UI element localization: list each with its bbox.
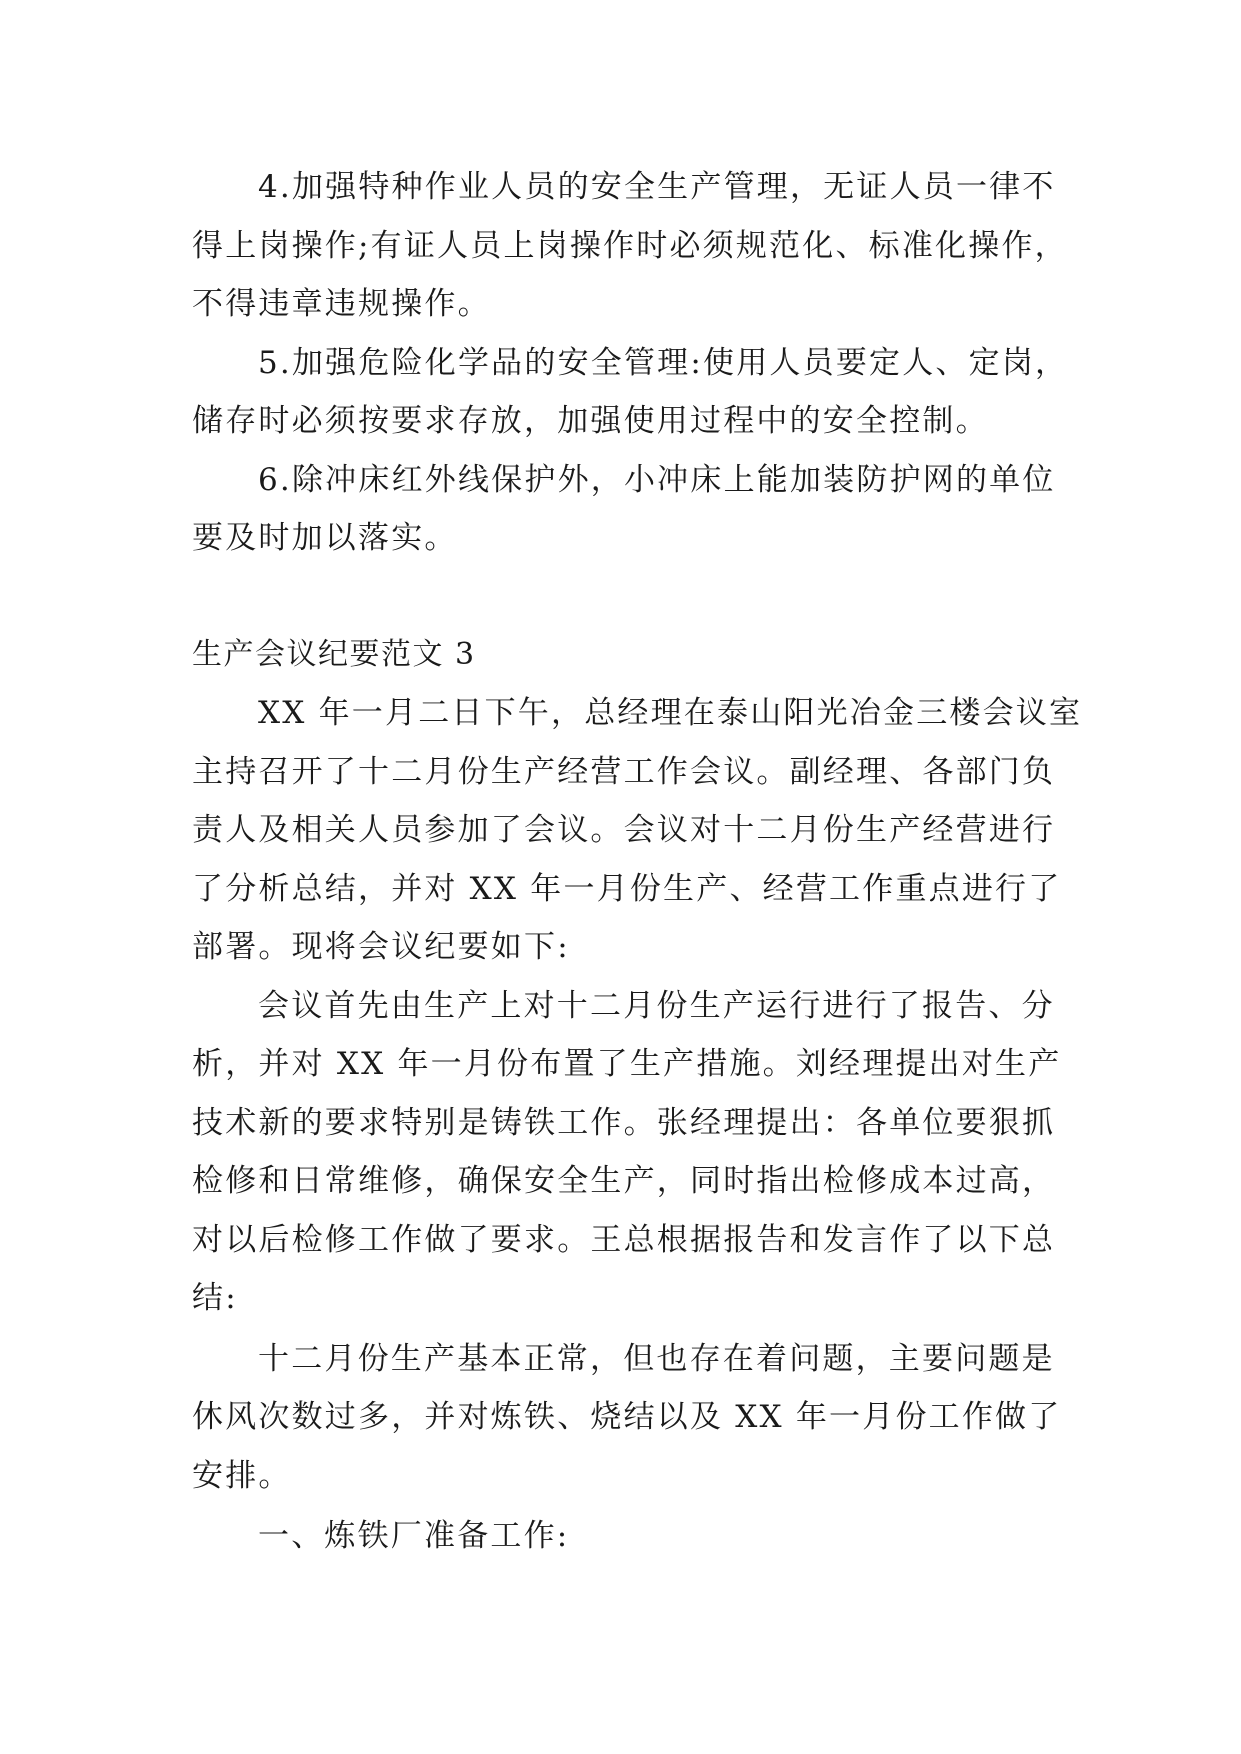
text-line: XX 年一月二日下午，总经理在泰山阳光冶金三楼会议室 <box>258 695 1083 731</box>
text-line: 析，并对 XX 年一月份布置了生产措施。刘经理提出对生产 <box>192 1046 1062 1082</box>
paragraph-december-summary <box>192 1330 1062 1506</box>
text-line: 休风次数过多，并对炼铁、烧结以及 XX 年一月份工作做了 <box>192 1399 1062 1435</box>
text-line: 了分析总结，并对 XX 年一月份生产、经营工作重点进行了 <box>192 870 1062 907</box>
text-line: 储存时必须按要求存放，加强使用过程中的安全控制。 <box>192 403 989 439</box>
paragraph-meeting-report <box>192 977 1062 1328</box>
text-line: 十二月份生产基本正常，但也存在着问题，主要问题是 <box>258 1340 1055 1377</box>
text-line: 检修和日常维修，确保安全生产，同时指出检修成本过高， <box>192 1163 1056 1199</box>
text-line: 对以后检修工作做了要求。王总根据报告和发言作了以下总 <box>192 1221 1056 1258</box>
text-line: 要及时加以落实。 <box>192 520 458 556</box>
document-body <box>192 158 1083 1566</box>
text-line: 主持召开了十二月份生产经营工作会议。副经理、各部门负 <box>192 753 1056 790</box>
text-line: 得上岗操作;有证人员上岗操作时必须规范化、标准化操作， <box>192 227 1068 264</box>
paragraph-item-6 <box>192 451 1056 568</box>
section-title: 生产会议纪要范文 3 <box>192 636 476 672</box>
text-line: 结: <box>192 1280 238 1316</box>
text-line: 会议首先由生产上对十二月份生产运行进行了报告、分 <box>258 987 1055 1024</box>
text-line: 责人及相关人员参加了会议。会议对十二月份生产经营进行 <box>192 812 1056 848</box>
text-line: 安排。 <box>192 1457 292 1494</box>
paragraph-meeting-intro <box>192 684 1083 977</box>
text-line: 5.加强危险化学品的安全管理:使用人员要定人、定岗， <box>258 344 1069 381</box>
section-spacer <box>192 568 1050 626</box>
paragraph-item-4 <box>192 158 1068 334</box>
text-line: 部署。现将会议纪要如下: <box>192 929 570 965</box>
text-line: 4.加强特种作业人员的安全生产管理，无证人员一律不 <box>258 169 1056 205</box>
paragraph-ironworks-heading <box>192 1507 1050 1566</box>
text-line: 一、炼铁厂准备工作: <box>258 1518 570 1554</box>
text-line: 6.除冲床红外线保护外，小冲床上能加装防护网的单位 <box>258 461 1056 498</box>
text-line: 不得违章违规操作。 <box>192 286 491 322</box>
paragraph-item-5 <box>192 334 1069 451</box>
text-line: 技术新的要求特别是铸铁工作。张经理提出：各单位要狠抓 <box>192 1104 1056 1141</box>
